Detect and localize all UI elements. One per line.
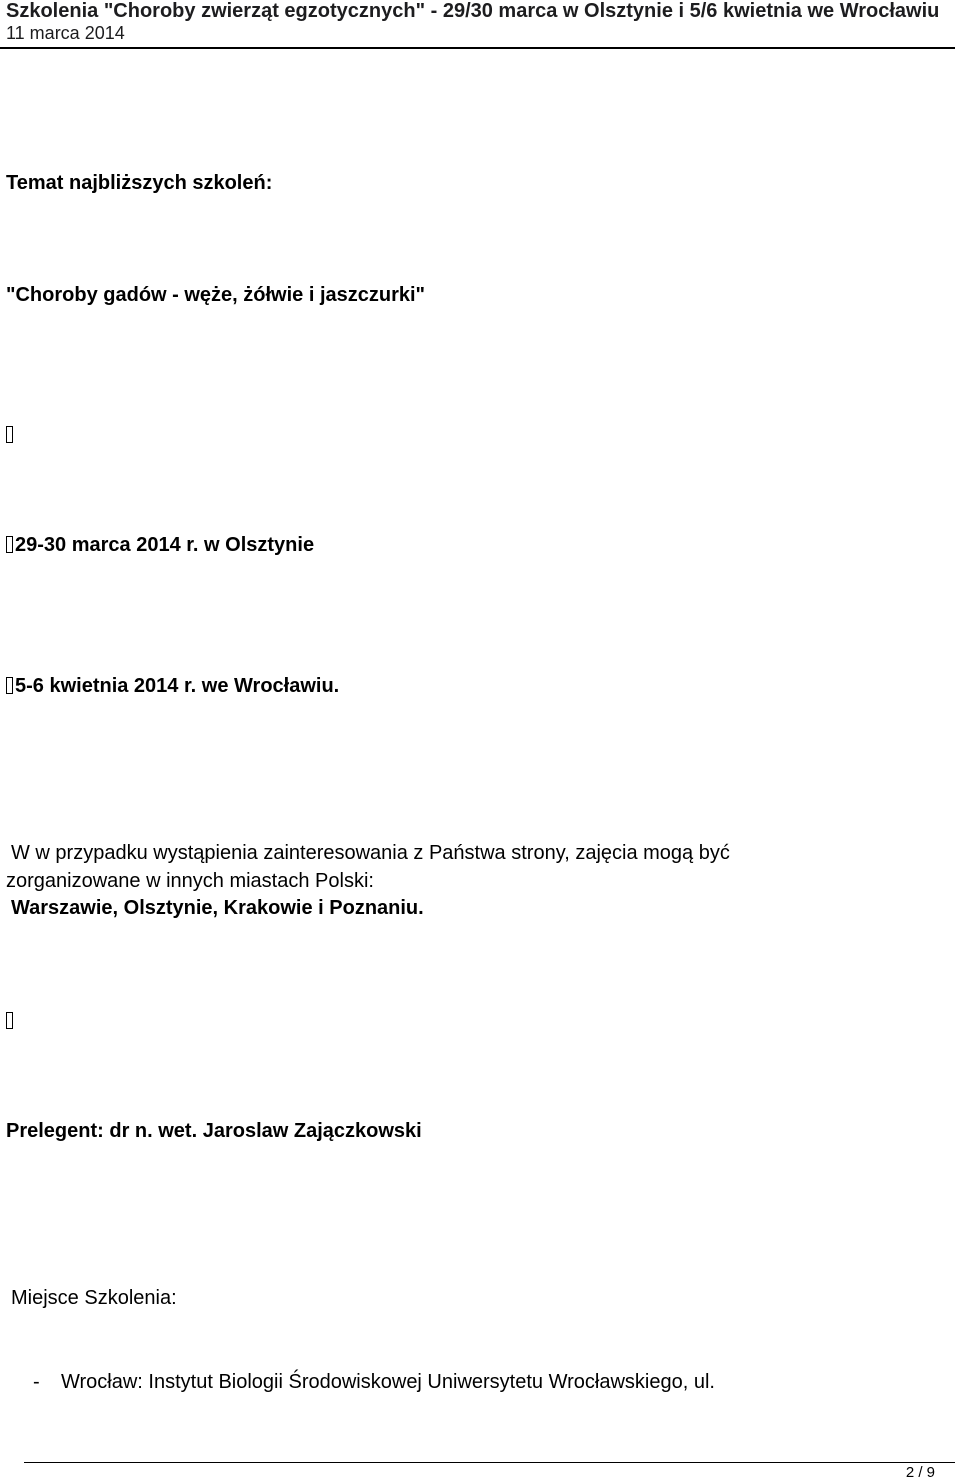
footer-divider: [24, 1462, 955, 1463]
missing-glyph-icon: [6, 1012, 13, 1029]
speaker: Prelegent: dr n. wet. Jaroslaw Zajączkowski: [6, 1120, 422, 1142]
document-title: Szkolenia "Choroby zwierząt egzotycznych" - 29/30 marca w Olsztynie i 5/6 kwietnia we Wrocławiu: [6, 0, 940, 22]
missing-glyph-line: [6, 423, 15, 447]
missing-glyph-icon: [6, 536, 13, 553]
date-wroclaw: 5-6 kwietnia 2014 r. we Wrocławiu.: [15, 675, 340, 697]
venue-wroclaw: Wrocław: Instytut Biologii Środowiskowej Uniwersytetu Wrocławskiego, ul.: [61, 1371, 715, 1393]
course-title: "Choroby gadów - węże, żółwie i jaszczurki": [6, 284, 426, 306]
page-number: 2 / 9: [905, 1464, 935, 1481]
venue-heading: Miejsce Szkolenia:: [11, 1287, 177, 1309]
missing-glyph-icon: [6, 426, 13, 443]
info-text-line-2: zorganizowane w innych miastach Polski:: [6, 870, 374, 892]
date-wroclaw-line: [6, 674, 339, 698]
missing-glyph-icon: [6, 677, 13, 694]
info-text-line-1: W w przypadku wystąpienia zainteresowania z Państwa strony, zajęcia mogą być: [11, 842, 730, 864]
document-date: 11 marca 2014: [6, 23, 125, 43]
header-divider: [0, 47, 955, 49]
date-olsztyn-line: [6, 533, 314, 557]
date-olsztyn: 29-30 marca 2014 r. w Olsztynie: [15, 534, 315, 556]
missing-glyph-line: [6, 1009, 15, 1033]
topic-heading: Temat najbliższych szkoleń:: [6, 172, 273, 194]
venue-dash: -: [33, 1371, 40, 1393]
cities-list: Warszawie, Olsztynie, Krakowie i Poznaniu.: [11, 897, 424, 919]
